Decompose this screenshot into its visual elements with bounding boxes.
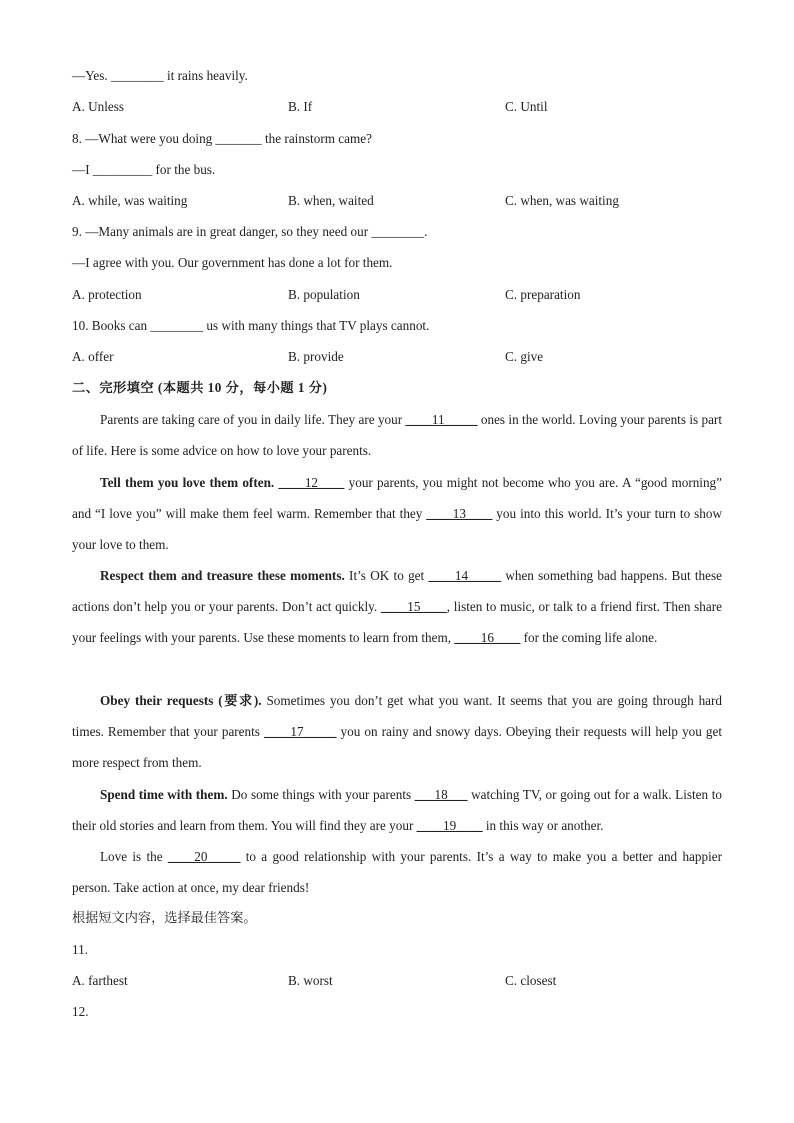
blank-18: ___18___ — [414, 787, 468, 802]
q8-question: 8. —What were you doing _______ the rainstorm came? — [72, 131, 372, 146]
q10-option-a: A. offer — [72, 349, 114, 364]
passage-text: , listen to music, or talk to a friend first. Then share your feelings with your parents. Use these moments to learn from them, — [72, 599, 722, 646]
passage-paragraph-4 — [72, 685, 722, 779]
passage-text: watching TV, or going out for a walk. Listen to their old stories and learn from them. You will find they are your — [72, 787, 722, 834]
q9-option-c: C. preparation — [505, 287, 581, 302]
paragraph-lead: Tell them you love them often. — [100, 475, 275, 490]
section-heading: 二、完形填空 (本题共 10 分，每小题 1 分) — [72, 380, 328, 395]
q12-number: 12. — [72, 1004, 89, 1019]
q9-option-a: A. protection — [72, 287, 142, 302]
blank-16: ____16____ — [454, 630, 521, 646]
blank-20: ____20_____ — [167, 849, 241, 864]
passage-paragraph-6 — [72, 841, 722, 903]
passage-paragraph-1 — [72, 404, 722, 466]
paragraph-lead: Respect them and treasure these moments. — [100, 568, 345, 583]
blank-17: ____17_____ — [263, 724, 337, 740]
passage-paragraph-5 — [72, 779, 722, 841]
passage-text: It’s OK to get — [344, 568, 429, 583]
blank-11: ____11_____ — [405, 412, 478, 427]
passage-text: in this way or another. — [482, 818, 604, 834]
q8-answer-line: —I _________ for the bus. — [72, 162, 216, 177]
q11-option-c: C. closest — [505, 973, 557, 988]
q11-number: 11. — [72, 942, 88, 957]
blank-13: ____13____ — [426, 506, 493, 522]
passage-paragraph-2 — [72, 467, 722, 561]
paragraph-lead: Spend time with them. — [100, 787, 228, 802]
passage-text: for the coming life alone. — [520, 630, 658, 646]
instruction-text: 根据短文内容，选择最佳答案。 — [72, 910, 257, 925]
passage-text: to a good relationship with your parents. It’s a way to make you a better and happier person. Take action at once, my dear friends! — [72, 849, 722, 896]
passage-text: your parents, you might not become who you are. A “good morning” and “I love you” will make them feel warm. Remember that they — [72, 475, 723, 522]
passage-text: Parents are taking care of you in daily life. They are your — [100, 412, 406, 427]
q8-option-c: C. when, was waiting — [505, 193, 619, 208]
passage-text: Sometimes you don’t get what you want. It seems that you are going through hard times. Remember that your parents — [72, 693, 722, 740]
q11-option-b: B. worst — [288, 973, 333, 988]
q10-option-c: C. give — [505, 349, 544, 364]
passage-text: you on rainy and snowy days. Obeying their requests will help you get more respect from them. — [72, 724, 722, 771]
paragraph-lead: Obey their requests (要求). — [100, 693, 262, 708]
q8-option-b: B. when, waited — [288, 193, 374, 208]
q8-option-a: A. while, was waiting — [72, 193, 188, 208]
passage-paragraph-3 — [72, 560, 722, 654]
blank-12: ____12____ — [278, 475, 345, 490]
q10-question: 10. Books can ________ us with many things that TV plays cannot. — [72, 318, 430, 333]
q10-option-b: B. provide — [288, 349, 344, 364]
q9-option-b: B. population — [288, 287, 360, 302]
blank-19: ____19____ — [416, 818, 483, 834]
passage-text: Love is the — [100, 849, 168, 864]
q11-option-a: A. farthest — [72, 973, 128, 988]
passage-text: ones in the world. Loving your parents is part of life. Here is some advice on how to love your parents. — [72, 412, 722, 459]
q7-option-c: C. Until — [505, 99, 548, 114]
passage-text: you into this world. It’s your turn to show your love to them. — [72, 506, 722, 553]
q7-answer-line: —Yes. ________ it rains heavily. — [72, 68, 248, 83]
blank-14: ____14_____ — [428, 568, 502, 583]
passage-text: Do some things with your parents — [227, 787, 415, 802]
q7-option-b: B. If — [288, 99, 313, 114]
q9-question: 9. —Many animals are in great danger, so they need our ________. — [72, 224, 428, 239]
q7-option-a: A. Unless — [72, 99, 125, 114]
blank-15: ____15____ — [380, 599, 447, 615]
passage-text: when something bad happens. But these actions don’t help you or your parents. Don’t act quickly. — [72, 568, 722, 615]
q9-answer-line: —I agree with you. Our government has done a lot for them. — [72, 255, 393, 270]
